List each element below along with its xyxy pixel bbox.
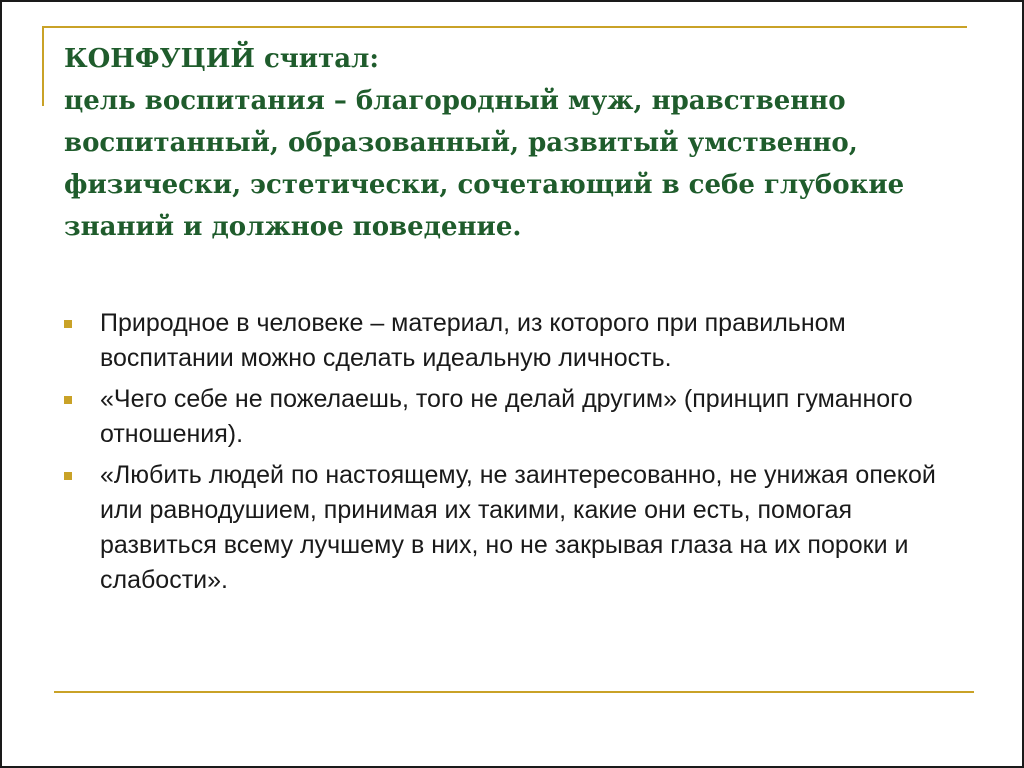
- list-item: [64, 306, 964, 376]
- list-item: [64, 382, 964, 452]
- bullet-list: [64, 306, 964, 604]
- top-vertical-rule: [42, 26, 44, 106]
- square-bullet-icon: [64, 396, 72, 404]
- top-horizontal-rule: [42, 26, 967, 28]
- square-bullet-icon: [64, 320, 72, 328]
- title-line: КОНФУЦИЙ считал:: [64, 44, 379, 74]
- title-line: физически, эстетически, сочетающий в себе глубокие: [64, 170, 905, 200]
- bullet-text: Природное в человеке – материал, из которого при правильном воспитании можно сделать идеальную личность.: [100, 309, 846, 372]
- slide-title: [64, 38, 964, 248]
- list-item: [64, 458, 964, 598]
- title-line: знаний и должное поведение.: [64, 212, 522, 242]
- bullet-text: «Чего себе не пожелаешь, того не делай другим» (принцип гуманного отношения).: [100, 385, 913, 448]
- title-line: цель воспитания – благородный муж, нравственно: [64, 86, 846, 116]
- bottom-horizontal-rule: [54, 691, 974, 693]
- square-bullet-icon: [64, 472, 72, 480]
- title-line: воспитанный, образованный, развитый умственно,: [64, 128, 858, 158]
- bullet-text: «Любить людей по настоящему, не заинтересованно, не унижая опекой или равнодушием, принимая их такими, какие они есть, помогая развиться всему лучшему в них, но не закрывая глаза на их пороки и слабости».: [100, 461, 936, 594]
